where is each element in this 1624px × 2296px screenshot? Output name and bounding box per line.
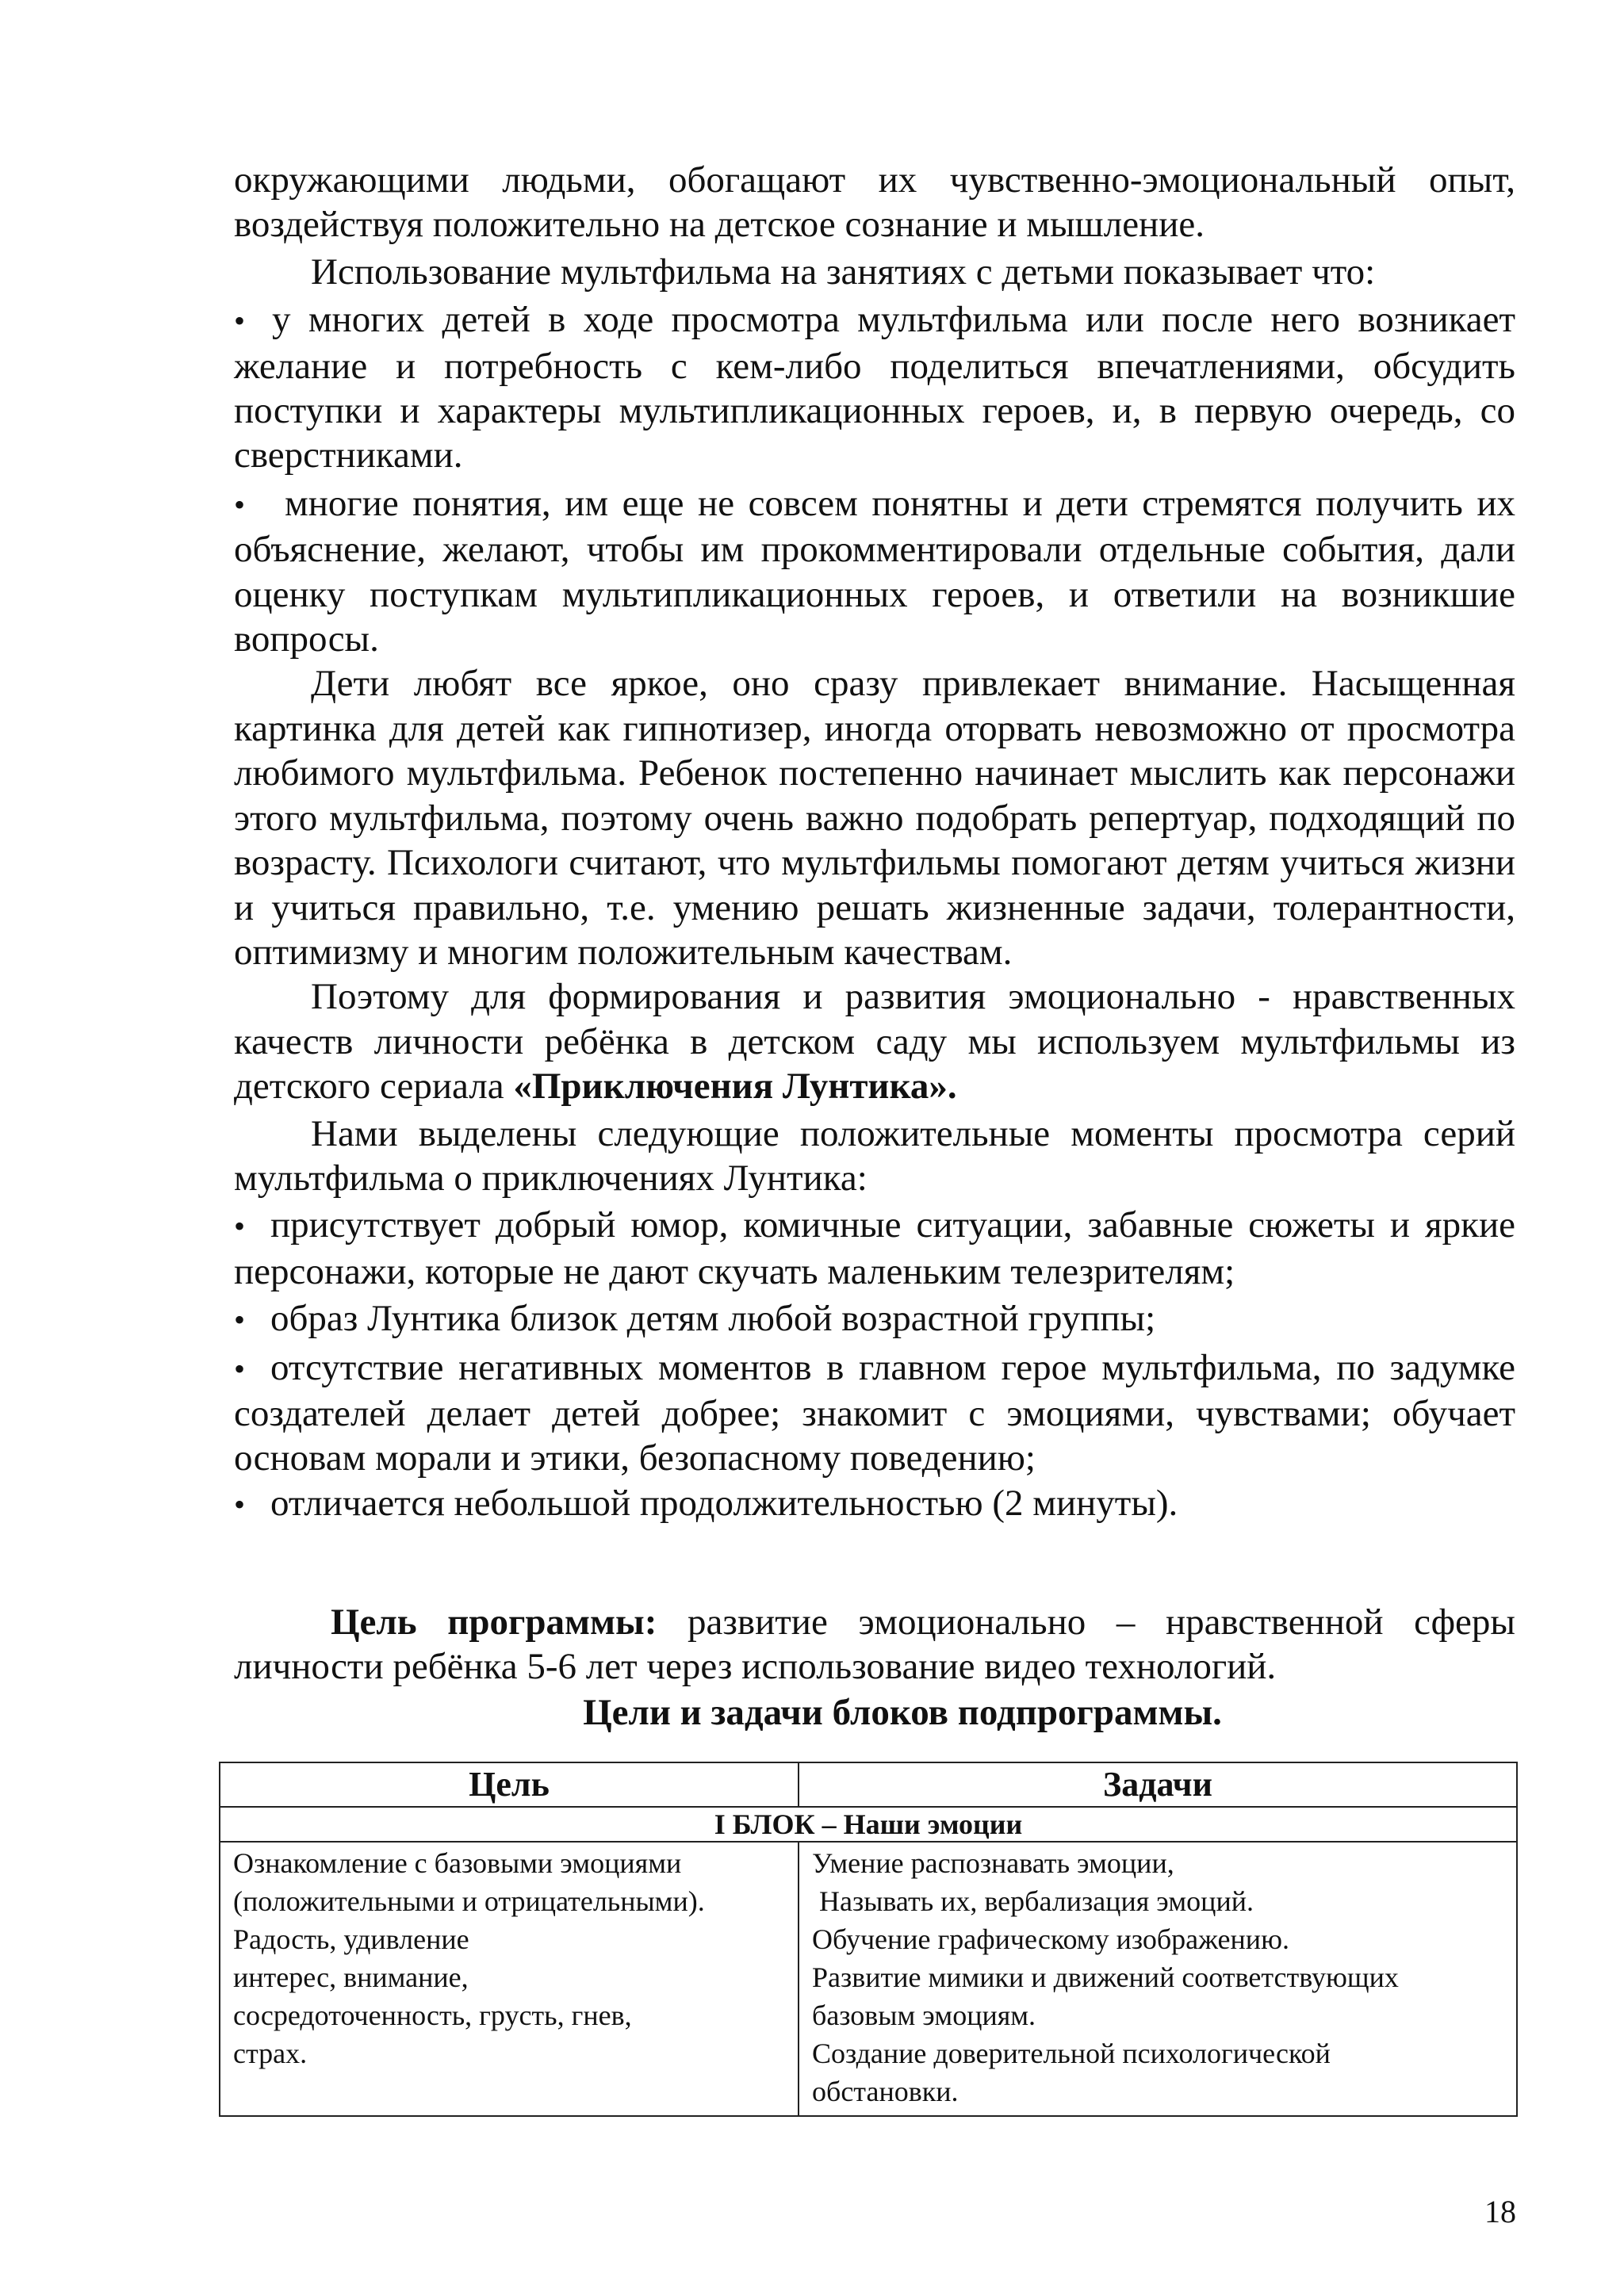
bullet-item-3: • присутствует добрый юмор, комичные ситуации, забавные сюжеты и яркие персонажи, которые не дают скучать маленьким телезрителям; — [234, 1204, 1515, 1292]
program-goal-label: Цель программы: — [331, 1601, 657, 1643]
table-header-row — [220, 1762, 1517, 1807]
bullet-icon: • — [234, 486, 246, 522]
subprogram-table — [219, 1762, 1518, 2117]
tasks-cell — [799, 1842, 1517, 2116]
paragraph-3: Дети любят все яркое, оно сразу привлекает внимание. Насыщенная картинка для детей как гипнотизер, иногда оторвать невозможно от просмотра любимого мультфильма. Ребенок постепенно начинает мыслить как персонажи этого мультфильма, поэтому очень важно подобрать репертуар, подходящий по возрасту. Психологи считают, что мультфильмы помогают детям учиться жизни и учиться правильно, т.е. умению решать жизненные задачи, толерантности, оптимизму и многим положительным качествам. — [234, 663, 1515, 973]
bullet-item-6: • отличается небольшой продолжительностью (2 минуты). — [234, 1481, 1515, 1527]
bullet-icon: • — [234, 1208, 246, 1245]
series-title: «Приключения Лунтика». — [513, 1066, 957, 1108]
bullet-icon: • — [234, 1486, 246, 1522]
goal-line: Радость, удивление — [233, 1923, 469, 1955]
program-goal — [234, 1600, 1515, 1689]
bullet-item-5: • отсутствие негативных моментов в главном герое мультфильма, по задумке создателей делает детей добрее; знакомит с эмоциями, чувствами; обучает основам морали и этики, безопасному поведению; — [234, 1346, 1515, 1479]
paragraph-1: окружающими людьми, обогащают их чувственно-эмоциональный опыт, воздействуя положительно на детское сознание и мышление. — [234, 159, 1515, 246]
paragraph-5: Нами выделены следующие положительные моменты просмотра серий мультфильма о приключениях Лунтика: — [234, 1112, 1515, 1199]
goal-line: сосредоточенность, грусть, гнев, — [233, 1999, 632, 2031]
page-number: 18 — [1484, 2194, 1516, 2229]
bullet-icon: • — [234, 1350, 246, 1387]
bullet-icon: • — [234, 303, 246, 339]
goal-line: интерес, внимание, — [233, 1961, 469, 1993]
goal-line: страх. — [233, 2038, 308, 2069]
task-line: Создание доверительной психологической — [812, 2038, 1331, 2069]
paragraph-2: Использование мультфильма на занятиях с детьми показывает что: — [311, 251, 1376, 293]
column-header-goal: Цель — [220, 1762, 799, 1807]
bullet-icon: • — [234, 1302, 246, 1338]
paragraph-4: Поэтому для формирования и развития эмоционально - нравственных качеств личности ребёнка в детском саду мы используем мультфильмы из детского сериала «Приключения Лунтика». — [234, 976, 1515, 1108]
program-goal-text: развитие эмоционально – нравственной сферы личности ребёнка 5-6 лет через использование видео технологий. — [234, 1601, 1515, 1687]
task-line: базовым эмоциям. — [812, 1999, 1036, 2031]
goal-line: (положительными и отрицательными). — [233, 1885, 705, 1917]
bullet-item-4: • образ Лунтика близок детям любой возрастной группы; — [234, 1296, 1515, 1342]
goal-cell — [220, 1842, 799, 2116]
task-line: Развитие мимики и движений соответствующих — [812, 1961, 1399, 1993]
task-line: Умение распознавать эмоции, — [812, 1847, 1174, 1879]
column-header-tasks: Задачи — [799, 1762, 1517, 1807]
task-line: Называть их, вербализация эмоций. — [812, 1885, 1254, 1917]
table-row — [220, 1842, 1517, 2116]
task-line: обстановки. — [812, 2076, 959, 2107]
body-text — [234, 158, 1515, 1527]
goal-line: Ознакомление с базовыми эмоциями — [233, 1847, 682, 1879]
block-header-row — [220, 1807, 1517, 1842]
table-title: Цели и задачи блоков подпрограммы. — [583, 1692, 1222, 1733]
block-1-header: I БЛОК – Наши эмоции — [220, 1807, 1517, 1842]
bullet-item-2: • многие понятия, им еще не совсем понятны и дети стремятся получить их объяснение, желают, чтобы им прокомментировали отдельные события, дали оценку поступкам мультипликационных героев, и ответили на возникшие вопросы. — [234, 482, 1515, 660]
bullet-item-1: • у многих детей в ходе просмотра мультфильма или после него возникает желание и потребность с кем-либо поделиться впечатлениями, обсудить поступки и характеры мультипликационных героев, и, в первую очередь, со сверстниками. — [234, 299, 1515, 476]
task-line: Обучение графическому изображению. — [812, 1923, 1289, 1955]
